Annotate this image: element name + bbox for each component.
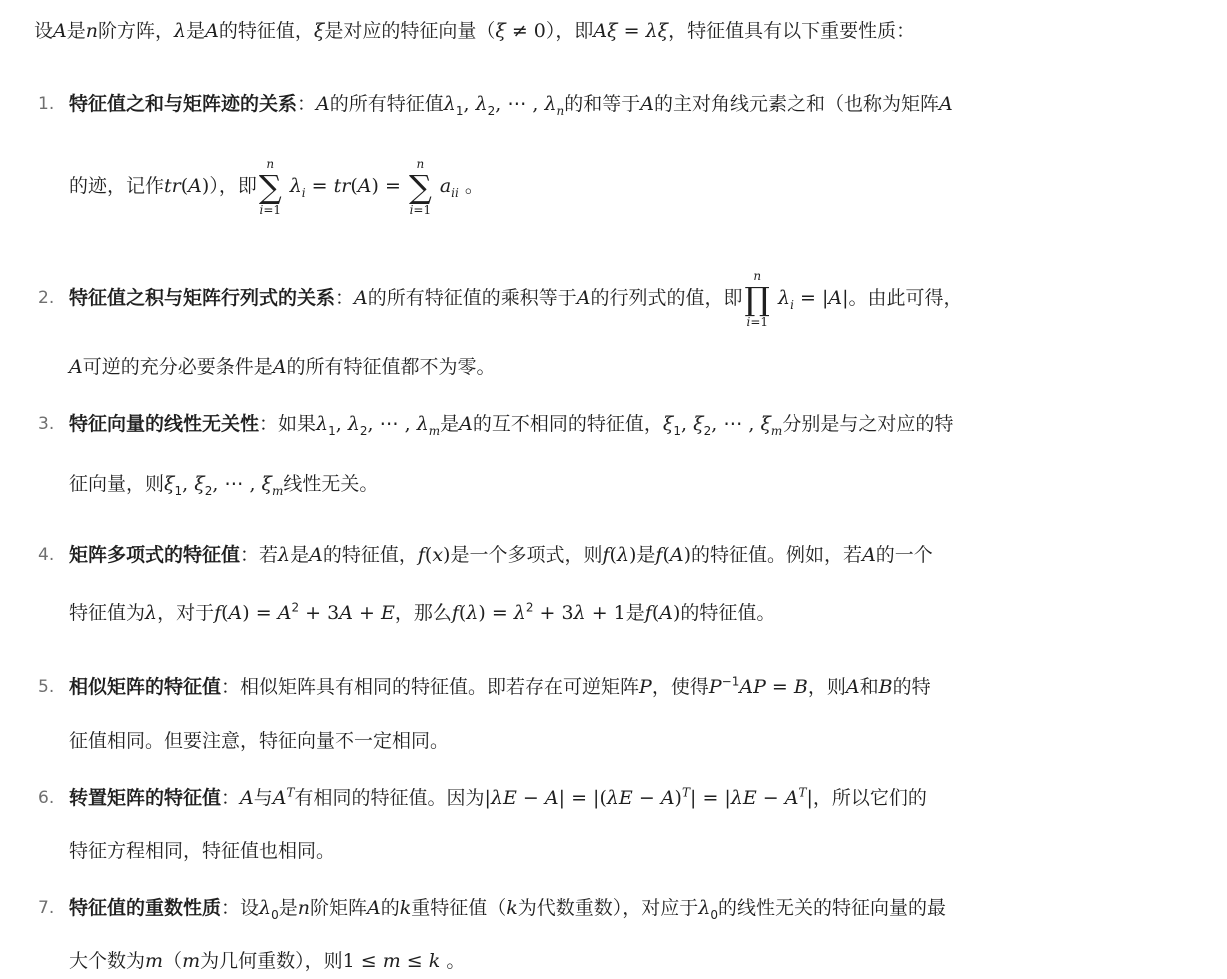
- list-number: 2.: [38, 288, 55, 308]
- item-3-line-2: 征向量，则$\xi_1$, $\xi_2$, ⋯ , $\xi_m$线性无关。: [69, 473, 379, 498]
- item-6-line-2: 特征方程相同，特征值也相同。: [69, 840, 336, 862]
- item-1-line-2: 的迹，记作tr(A)），即 n ∑ i=1 $\lambda_i = tr(A)$ = n ∑ i=1 $a_{ii}$ 。: [69, 156, 484, 217]
- item-2-line-2: A可逆的充分必要条件是A的所有特征值都不为零。: [69, 356, 496, 378]
- list-number: 7.: [38, 898, 55, 918]
- item-title: 矩阵多项式的特征值: [69, 544, 241, 566]
- item-6-line-1: 转置矩阵的特征值：A与$A^T$有相同的特征值。因为$|\lambda E - A| = |(\lambda E - A)^T| = |\lambda E - A^T|$，所以它们的: [69, 785, 927, 809]
- item-7-line-1: 特征值的重数性质：设$\lambda_0$是n阶矩阵A的k重特征值（k为代数重数），对应于$\lambda_0$的线性无关的特征向量的最: [69, 897, 947, 922]
- item-title: 特征值之积与矩阵行列式的关系: [69, 287, 336, 309]
- item-title: 特征向量的线性无关性: [69, 413, 260, 435]
- list-number: 5.: [38, 677, 55, 697]
- item-title: 相似矩阵的特征值: [69, 676, 222, 698]
- item-2-line-1: 特征值之积与矩阵行列式的关系：A的所有特征值的乘积等于A的行列式的值，即 n ∏ i=1 $\lambda_i = |A|$。由此可得，: [69, 268, 963, 329]
- item-7-line-2: 大个数为m（m为几何重数），则1 ≤ m ≤ k 。: [69, 950, 466, 972]
- sum-operator: n ∑ i=1: [258, 156, 282, 217]
- item-5-line-2: 征值相同。但要注意，特征向量不一定相同。: [69, 730, 450, 752]
- item-title: 特征值之和与矩阵迹的关系: [69, 93, 298, 115]
- item-4-line-2: 特征值为λ，对于$f(A) = A^2 + 3A + E$，那么$f(\lambda) = \lambda^2 + 3\lambda + 1$是f(A)的特征值。: [69, 600, 776, 624]
- list-number: 6.: [38, 788, 55, 808]
- item-title: 转置矩阵的特征值: [69, 787, 222, 809]
- intro-paragraph: 设A是n阶方阵，λ是A的特征值，ξ是对应的特征向量（ξ ≠ 0），即Aξ = λξ，特征值具有以下重要性质：: [34, 20, 916, 42]
- list-number: 4.: [38, 545, 55, 565]
- item-title: 特征值的重数性质: [69, 897, 222, 919]
- item-1-line-1: 特征值之和与矩阵迹的关系：A的所有特征值$\lambda_1$, $\lambda_2$, ⋯ , $\lambda_n$的和等于A的主对角线元素之和（也称为矩阵A: [69, 93, 953, 118]
- sum-operator: n ∑ i=1: [408, 156, 432, 217]
- item-3-line-1: 特征向量的线性无关性：如果$\lambda_1$, $\lambda_2$, ⋯ , $\lambda_m$是A的互不相同的特征值，$\xi_1$, $\xi_2$, ⋯ , $\xi_m$分别是与之对应的特: [69, 413, 954, 438]
- product-operator: n ∏ i=1: [744, 268, 770, 329]
- item-4-line-1: 矩阵多项式的特征值：若λ是A的特征值，f(x)是一个多项式，则f(λ)是f(A)的特征值。例如，若A的一个: [69, 544, 933, 566]
- item-5-line-1: 相似矩阵的特征值：相似矩阵具有相同的特征值。即若存在可逆矩阵P，使得$P^{-1}AP = B$，则A和B的特: [69, 674, 931, 698]
- list-number: 1.: [38, 94, 55, 114]
- list-number: 3.: [38, 414, 55, 434]
